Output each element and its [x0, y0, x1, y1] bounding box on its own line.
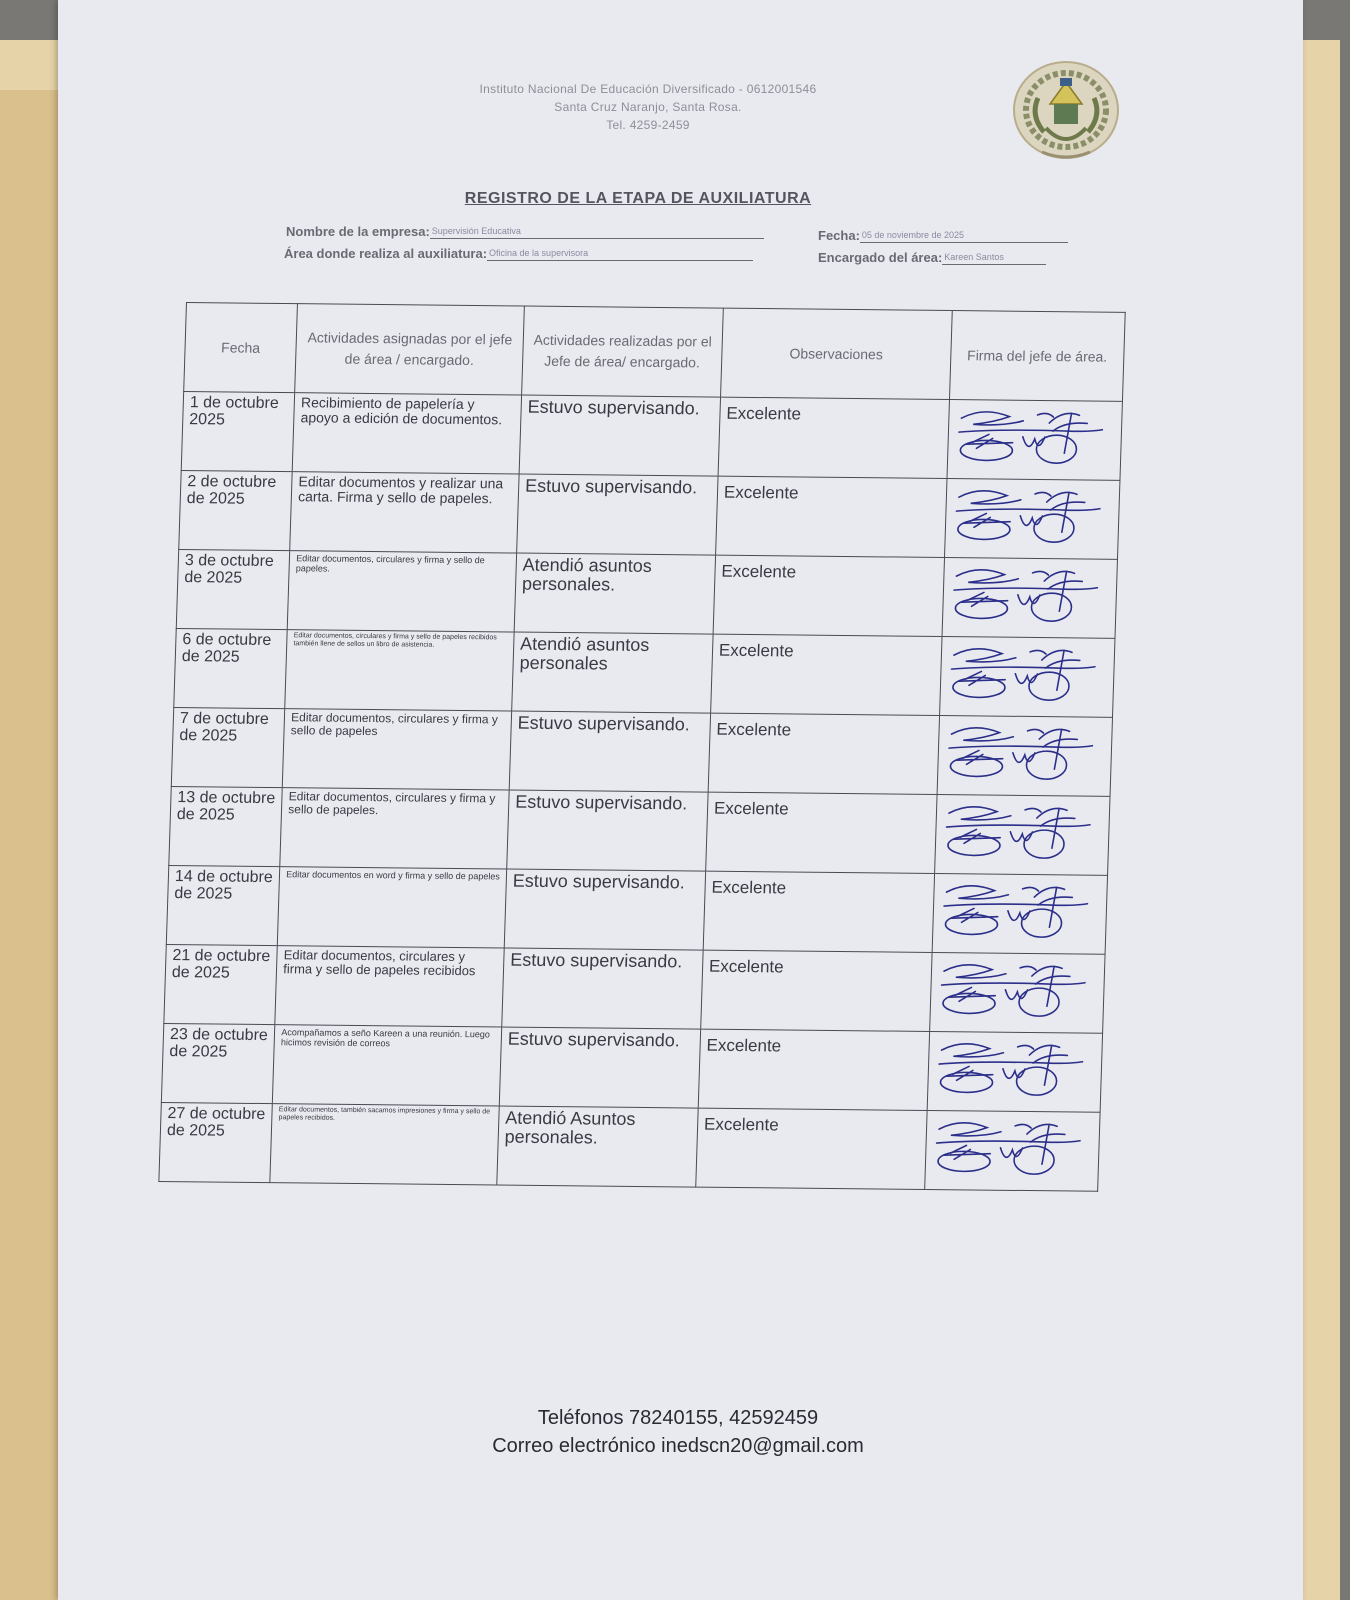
area-value: Oficina de la supervisora — [487, 248, 753, 261]
cell-asignadas: Editar documentos, también sacamos impresiones y firma y sello de papeles recibidos. — [270, 1104, 499, 1185]
manager-field-row — [818, 250, 1046, 265]
cell-observaciones: Excelente — [715, 476, 946, 557]
company-value: Supervisión Educativa — [430, 226, 764, 239]
table-row — [181, 392, 1122, 481]
cell-observaciones: Excelente — [696, 1108, 927, 1189]
cell-observaciones: Excelente — [701, 950, 932, 1031]
cell-observaciones: Excelente — [706, 792, 937, 873]
cell-fecha: 21 de octubre de 2025 — [164, 944, 278, 1024]
institution-phone: Tel. 4259-2459 — [606, 118, 690, 132]
table-row — [164, 944, 1105, 1033]
document-footer — [438, 1404, 918, 1460]
signature-icon — [929, 952, 1105, 1033]
company-field-row — [286, 224, 764, 239]
footer-email: Correo electrónico inedscn20@gmail.com — [492, 1435, 864, 1457]
activity-table — [158, 302, 1125, 1192]
cell-fecha: 7 de octubre de 2025 — [171, 707, 285, 787]
table-row — [161, 1023, 1102, 1112]
cell-fecha: 1 de octubre 2025 — [181, 392, 295, 472]
table-row — [174, 628, 1115, 717]
cell-asignadas: Editar documentos, circulares y firma y sello de papeles — [282, 709, 511, 790]
cell-observaciones: Excelente — [703, 871, 934, 952]
cell-observaciones: Excelente — [698, 1029, 929, 1110]
cell-fecha: 14 de octubre de 2025 — [166, 865, 280, 945]
header-realizadas: Actividades realizadas por el Jefe de área/ encargado. — [522, 306, 724, 397]
cell-realizadas: Estuvo supervisando. — [502, 948, 703, 1029]
cell-realizadas: Atendió asuntos personales. — [514, 553, 715, 634]
table-header-row — [184, 303, 1126, 402]
header-observaciones: Observaciones — [720, 308, 952, 399]
date-field-row — [818, 228, 1068, 243]
cell-asignadas: Editar documentos, circulares y firma y sello de papeles. — [287, 551, 516, 632]
table-row — [179, 470, 1120, 559]
institution-name: Instituto Nacional De Educación Diversificado - 0612001546 — [479, 82, 817, 96]
document-title: REGISTRO DE LA ETAPA DE AUXILIATURA — [464, 190, 812, 207]
table-row — [169, 786, 1110, 875]
cell-fecha: 23 de octubre de 2025 — [161, 1023, 275, 1103]
manager-value: Kareen Santos — [942, 252, 1046, 265]
company-label: Nombre de la empresa: — [286, 224, 430, 239]
cell-fecha: 2 de octubre de 2025 — [179, 470, 293, 550]
cell-observaciones: Excelente — [710, 634, 941, 715]
cell-asignadas: Editar documentos, circulares y firma y sello de papeles recibidos también llene de sellos un libro de asistencia. — [285, 630, 514, 711]
cell-asignadas: Editar documentos en word y firma y sello de papeles — [278, 867, 507, 948]
area-field-row — [284, 246, 753, 261]
folder-edge — [0, 90, 60, 1600]
cell-realizadas: Atendió asuntos personales — [512, 632, 713, 713]
cell-asignadas: Recibimiento de papelería y apoyo a edición de documentos. — [292, 393, 521, 474]
header-firma: Firma del jefe de área. — [949, 311, 1125, 402]
signature-icon — [939, 637, 1115, 718]
table-row — [176, 549, 1117, 638]
cell-realizadas: Estuvo supervisando. — [509, 711, 710, 792]
cell-realizadas: Estuvo supervisando. — [499, 1027, 700, 1108]
table-row — [171, 707, 1112, 796]
signature-icon — [942, 558, 1118, 639]
document-sheet — [58, 0, 1303, 1600]
institution-seal-icon — [1008, 58, 1128, 168]
cell-asignadas: Acompañamos a seño Kareen a una reunión. Luego hicimos revisión de correos — [273, 1025, 502, 1106]
cell-observaciones: Excelente — [713, 555, 944, 636]
cell-realizadas: Estuvo supervisando. — [519, 395, 720, 476]
cell-fecha: 13 de octubre de 2025 — [169, 786, 283, 866]
cell-observaciones: Excelente — [708, 713, 939, 794]
cell-asignadas: Editar documentos, circulares y firma y sello de papeles recibidos — [275, 946, 504, 1027]
header-fecha: Fecha — [184, 303, 298, 393]
cell-fecha: 3 de octubre de 2025 — [176, 549, 290, 629]
letterhead — [438, 80, 858, 134]
cell-fecha: 27 de octubre de 2025 — [159, 1102, 273, 1182]
header-asignadas: Actividades asignadas por el jefe de área / encargado. — [295, 304, 524, 395]
signature-icon — [927, 1031, 1103, 1112]
activity-table-wrapper — [158, 302, 1145, 1192]
date-value: 05 de noviembre de 2025 — [860, 230, 1068, 243]
institution-location: Santa Cruz Naranjo, Santa Rosa. — [554, 100, 742, 114]
signature-icon — [924, 1110, 1100, 1191]
cell-realizadas: Atendió Asuntos personales. — [497, 1106, 698, 1187]
signature-icon — [937, 716, 1113, 797]
footer-phones: Teléfonos 78240155, 42592459 — [537, 1407, 819, 1429]
signature-icon — [932, 873, 1108, 954]
area-label: Área donde realiza al auxiliatura: — [284, 246, 488, 261]
table-row — [159, 1102, 1100, 1191]
table-row — [166, 865, 1107, 954]
cell-observaciones: Excelente — [718, 397, 949, 478]
date-label: Fecha: — [818, 228, 860, 243]
cell-realizadas: Estuvo supervisando. — [517, 474, 718, 555]
signature-icon — [947, 400, 1123, 481]
signature-icon — [934, 794, 1110, 875]
signature-icon — [944, 479, 1120, 560]
cell-realizadas: Estuvo supervisando. — [507, 790, 708, 871]
cell-asignadas: Editar documentos, circulares y firma y sello de papeles. — [280, 788, 509, 869]
cell-fecha: 6 de octubre de 2025 — [174, 628, 288, 708]
cell-asignadas: Editar documentos y realizar una carta. Firma y sello de papeles. — [290, 472, 519, 553]
cell-realizadas: Estuvo supervisando. — [504, 869, 705, 950]
manager-label: Encargado del área: — [818, 250, 943, 265]
